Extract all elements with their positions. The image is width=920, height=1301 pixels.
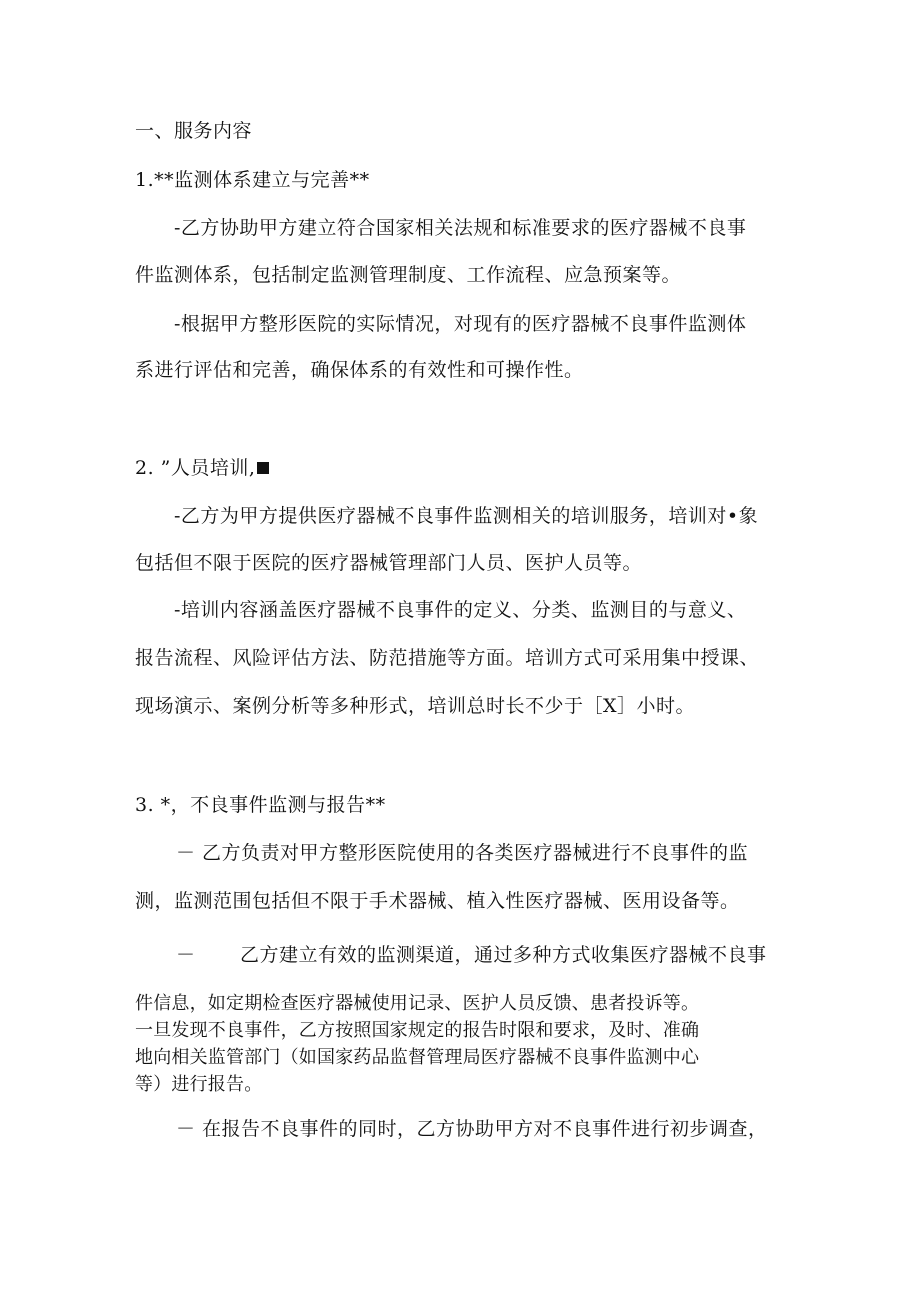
black-square-icon <box>257 462 269 474</box>
item-3-line-6: 地向相关监管部门（如国家药品监督管理局医疗器械不良事件监测中心 <box>135 1047 700 1068</box>
item-2-line-5: 现场演示、案例分析等多种形式，培训总时长不少于［X］小时。 <box>135 695 696 717</box>
item-1-line-1: -乙方协助甲方建立符合国家相关法规和标准要求的医疗器械不良事 <box>174 217 747 239</box>
item-3-line-2: 测，监测范围包括但不限于手术器械、植入性医疗器械、医用设备等。 <box>135 890 740 912</box>
section-heading: 一、服务内容 <box>135 120 253 142</box>
item-2-heading-row <box>135 456 269 480</box>
item-1-line-4: 系进行评估和完善，确保体系的有效性和可操作性。 <box>135 359 584 381</box>
item-2-line-1: -乙方为甲方提供医疗器械不良事件监测相关的培训服务，培训对•象 <box>174 505 759 527</box>
item-1-line-3: -根据甲方整形医院的实际情况，对现有的医疗器械不良事件监测体 <box>174 313 747 335</box>
item-3-heading: 3. *，不良事件监测与报告** <box>135 794 386 816</box>
item-3-line-7: 等）进行报告。 <box>135 1074 263 1095</box>
item-3-line-4: 件信息，如定期检查医疗器械使用记录、医护人员反馈、患者投诉等。 <box>135 993 700 1014</box>
item-2-line-3: -培训内容涵盖医疗器械不良事件的定义、分类、监测目的与意义、 <box>174 599 747 621</box>
item-3-dash: － <box>176 944 196 966</box>
item-3-line-5: 一旦发现不良事件，乙方按照国家规定的报告时限和要求，及时、准确 <box>135 1020 700 1041</box>
item-1-line-2: 件监测体系，包括制定监测管理制度、工作流程、应急预案等。 <box>135 264 682 286</box>
item-2-line-4: 报告流程、风险评估方法、防范措施等方面。培训方式可采用集中授课、 <box>135 647 760 669</box>
item-3-line-1: － 乙方负责对甲方整形医院使用的各类医疗器械进行不良事件的监 <box>176 842 749 864</box>
item-3-line-3: 乙方建立有效的监测渠道，通过多种方式收集医疗器械不良事 <box>240 944 767 966</box>
item-2-line-2: 包括但不限于医院的医疗器械管理部门人员、医护人员等。 <box>135 552 643 574</box>
item-1-heading: 1.**监测体系建立与完善** <box>135 169 370 191</box>
item-2-heading: 2. ”人员培训, <box>135 457 256 479</box>
item-3-line-8: － 在报告不良事件的同时，乙方协助甲方对不良事件进行初步调查， <box>176 1118 768 1140</box>
